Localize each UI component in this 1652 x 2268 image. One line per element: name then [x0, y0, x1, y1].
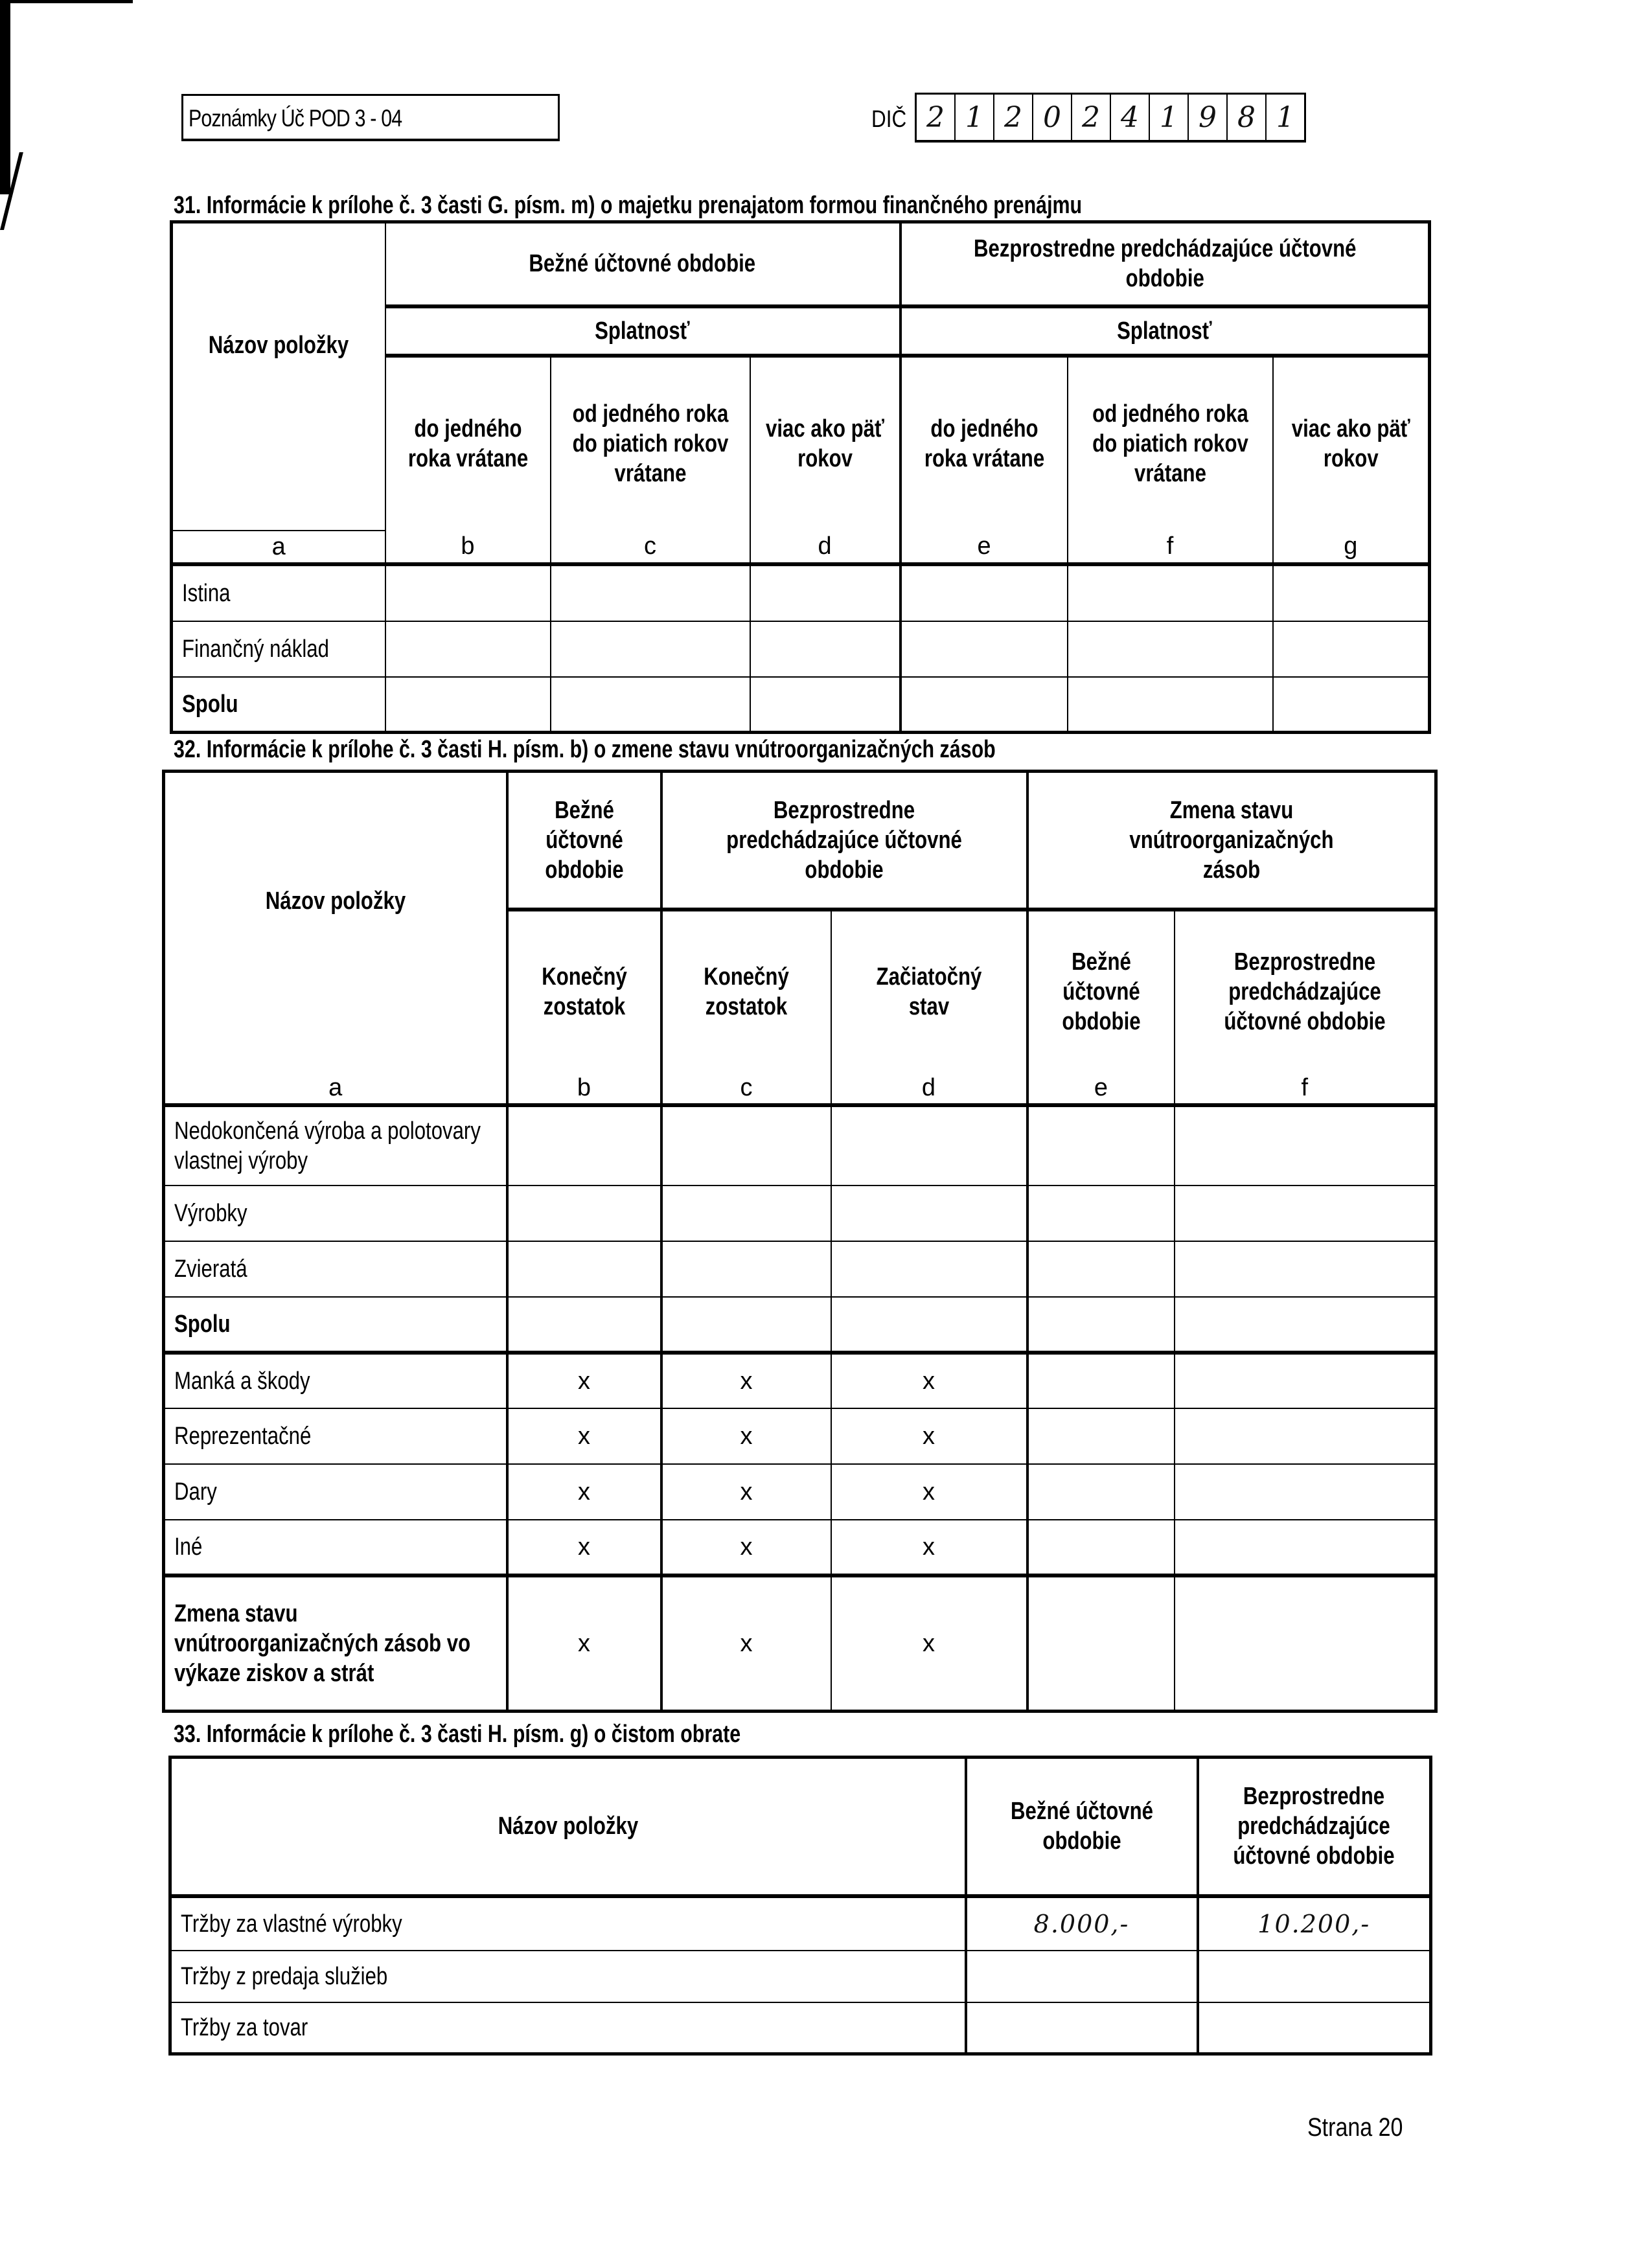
not-applicable-cell: x: [507, 1464, 661, 1520]
input-cell[interactable]: [1175, 1186, 1436, 1241]
column-letter: d: [831, 1073, 1027, 1105]
row-label: Iné: [164, 1520, 507, 1575]
subcol-header: Bezprostredne predchádzajúce účtovné obdobie: [1175, 910, 1436, 1073]
dic-digit[interactable]: 8: [1226, 95, 1265, 140]
input-cell[interactable]: [385, 564, 551, 621]
input-cell[interactable]: [1027, 1241, 1175, 1297]
input-cell[interactable]: [1027, 1297, 1175, 1353]
input-cell[interactable]: [901, 677, 1068, 733]
input-cell[interactable]: [1175, 1408, 1436, 1464]
input-cell[interactable]: [1175, 1297, 1436, 1353]
table-row: [170, 1896, 1431, 1951]
input-cell[interactable]: [385, 621, 551, 677]
group-header-current: Bežné účtovné obdobie: [507, 772, 661, 910]
input-cell[interactable]: [1175, 1105, 1436, 1186]
input-cell[interactable]: [1273, 677, 1430, 733]
input-cell[interactable]: [1068, 621, 1273, 677]
not-applicable-cell: x: [661, 1520, 831, 1575]
subcol-header: viac ako päť rokov: [750, 356, 901, 531]
group-header-previous: Bezprostredne predchádzajúce účtovné obdobie: [901, 222, 1430, 306]
row-label: Zmena stavu vnútroorganizačných zásob vo výkaze ziskov a strát: [164, 1575, 507, 1712]
column-letter: f: [1175, 1073, 1436, 1105]
table-row: [172, 621, 1430, 677]
input-cell-previous[interactable]: [1198, 1951, 1431, 2002]
input-cell-previous[interactable]: [1198, 2002, 1431, 2054]
input-cell[interactable]: [1027, 1408, 1175, 1464]
not-applicable-cell: x: [507, 1353, 661, 1408]
column-letter: e: [901, 531, 1068, 564]
section-31-title: 31. Informácie k prílohe č. 3 časti G. písm. m) o majetku prenajatom formou finančného prenájmu: [174, 192, 1083, 219]
input-cell[interactable]: [1027, 1353, 1175, 1408]
input-cell[interactable]: [750, 621, 901, 677]
input-cell[interactable]: [551, 677, 750, 733]
row-label: Manká a škody: [164, 1353, 507, 1408]
row-label: Nedokončená výroba a polotovary vlastnej výroby: [164, 1105, 507, 1186]
not-applicable-cell: x: [661, 1464, 831, 1520]
row-label: Tržby z predaja služieb: [170, 1951, 966, 2002]
maturity-header-previous: Splatnosť: [901, 306, 1430, 356]
section-32-title: 32. Informácie k prílohe č. 3 časti H. písm. b) o zmene stavu vnútroorganizačných zásob: [174, 736, 996, 763]
row-label: Finančný náklad: [172, 621, 385, 677]
dic-digit[interactable]: 1: [1265, 95, 1304, 140]
dic-digit[interactable]: 2: [926, 100, 945, 134]
column-letter: a: [172, 531, 385, 564]
col-header-previous: Bezprostredne predchádzajúce účtovné obdobie: [1198, 1758, 1431, 1896]
not-applicable-cell: x: [507, 1408, 661, 1464]
input-cell[interactable]: [901, 621, 1068, 677]
column-letter: c: [551, 531, 750, 564]
subcol-header: od jedného roka do piatich rokov vrátane: [1068, 356, 1273, 531]
input-cell[interactable]: [831, 1241, 1027, 1297]
row-label: Spolu: [172, 677, 385, 733]
dic-field: [915, 93, 1306, 143]
dic-digit[interactable]: 1: [954, 95, 993, 140]
column-letter: a: [164, 1073, 507, 1105]
input-cell[interactable]: [831, 1186, 1027, 1241]
input-cell[interactable]: [750, 677, 901, 733]
input-cell[interactable]: [1175, 1575, 1436, 1712]
table-32: [162, 770, 1438, 1713]
subcol-header: Začiatočný stav: [831, 910, 1027, 1073]
row-label: Dary: [164, 1464, 507, 1520]
input-cell[interactable]: [1027, 1186, 1175, 1241]
col-header-name: Názov položky: [170, 1758, 966, 1896]
input-cell-current[interactable]: [966, 2002, 1198, 2054]
row-label: Reprezentačné: [164, 1408, 507, 1464]
input-cell[interactable]: [661, 1241, 831, 1297]
input-cell-previous[interactable]: 10.200,-: [1198, 1896, 1431, 1951]
not-applicable-cell: x: [507, 1575, 661, 1712]
group-header-current: Bežné účtovné obdobie: [385, 222, 901, 306]
dic-digit[interactable]: 1: [1149, 95, 1187, 140]
form-id: Poznámky Úč POD 3 - 04: [189, 105, 402, 132]
column-letter: c: [661, 1073, 831, 1105]
input-cell[interactable]: [831, 1105, 1027, 1186]
input-cell[interactable]: [661, 1105, 831, 1186]
column-letter: d: [750, 531, 901, 564]
table-row: [164, 1186, 1436, 1241]
input-cell[interactable]: [1068, 677, 1273, 733]
input-cell[interactable]: [750, 564, 901, 621]
not-applicable-cell: x: [831, 1520, 1027, 1575]
table-row: [164, 1408, 1436, 1464]
table-row: [164, 1520, 1436, 1575]
not-applicable-cell: x: [661, 1408, 831, 1464]
table-31: [170, 220, 1431, 734]
not-applicable-cell: x: [831, 1408, 1027, 1464]
input-cell[interactable]: [507, 1241, 661, 1297]
input-cell-current[interactable]: 8.000,-: [966, 1896, 1198, 1951]
table-row: [164, 1297, 1436, 1353]
maturity-header-current: Splatnosť: [385, 306, 901, 356]
input-cell[interactable]: [1027, 1105, 1175, 1186]
table-row: [164, 1353, 1436, 1408]
column-letter: g: [1273, 531, 1430, 564]
column-letter: e: [1027, 1073, 1175, 1105]
input-cell[interactable]: [1175, 1353, 1436, 1408]
row-label: Výrobky: [164, 1186, 507, 1241]
dic-digit[interactable]: 9: [1187, 95, 1226, 140]
form-id-box: [181, 94, 560, 141]
not-applicable-cell: x: [831, 1353, 1027, 1408]
input-cell[interactable]: [1068, 564, 1273, 621]
not-applicable-cell: x: [507, 1520, 661, 1575]
subcol-header: do jedného roka vrátane: [385, 356, 551, 531]
input-cell[interactable]: [1273, 621, 1430, 677]
subcol-header: do jedného roka vrátane: [901, 356, 1068, 531]
dic-digit[interactable]: 2: [1071, 95, 1110, 140]
dic-label: DIČ: [871, 106, 907, 132]
not-applicable-cell: x: [831, 1575, 1027, 1712]
table-row: [170, 2002, 1431, 2054]
col-header-current: Bežné účtovné obdobie: [966, 1758, 1198, 1896]
dic-digit[interactable]: 0: [1032, 95, 1071, 140]
subcol-header: Konečný zostatok: [661, 910, 831, 1073]
row-label: Tržby za vlastné výrobky: [170, 1896, 966, 1951]
input-cell[interactable]: [507, 1186, 661, 1241]
input-cell[interactable]: [1027, 1464, 1175, 1520]
group-header-change: Zmena stavu vnútroorganizačných zásob: [1027, 772, 1436, 910]
col-header-name: Názov položky: [164, 772, 507, 1073]
subcol-header: Bežné účtovné obdobie: [1027, 910, 1175, 1073]
column-letter: b: [385, 531, 551, 564]
column-letter: f: [1068, 531, 1273, 564]
input-cell[interactable]: [385, 677, 551, 733]
row-label: Tržby za tovar: [170, 2002, 966, 2054]
subcol-header: viac ako päť rokov: [1273, 356, 1430, 531]
table-row: [164, 1575, 1436, 1712]
subcol-header: od jedného roka do piatich rokov vrátane: [551, 356, 750, 531]
not-applicable-cell: x: [661, 1353, 831, 1408]
input-cell[interactable]: [1273, 564, 1430, 621]
input-cell[interactable]: [551, 621, 750, 677]
dic-digit[interactable]: 2: [993, 95, 1032, 140]
input-cell[interactable]: [901, 564, 1068, 621]
input-cell[interactable]: [1175, 1241, 1436, 1297]
input-cell[interactable]: [1027, 1575, 1175, 1712]
input-cell[interactable]: [551, 564, 750, 621]
scan-edge-left: [0, 0, 10, 194]
table-33: [168, 1756, 1432, 2056]
row-label: Zvieratá: [164, 1241, 507, 1297]
input-cell[interactable]: [1175, 1464, 1436, 1520]
input-cell[interactable]: [1175, 1520, 1436, 1575]
not-applicable-cell: x: [831, 1464, 1027, 1520]
input-cell[interactable]: [661, 1297, 831, 1353]
table-row: [172, 564, 1430, 621]
table-row: [164, 1241, 1436, 1297]
table-row: [170, 1951, 1431, 2002]
table-row: [164, 1464, 1436, 1520]
input-cell[interactable]: [661, 1186, 831, 1241]
dic-digit[interactable]: 4: [1110, 95, 1149, 140]
input-cell[interactable]: [507, 1105, 661, 1186]
table-row: [164, 1105, 1436, 1186]
section-33-title: 33. Informácie k prílohe č. 3 časti H. písm. g) o čistom obrate: [174, 1721, 741, 1748]
table-row: [172, 677, 1430, 733]
col-header-name: Názov položky: [172, 222, 385, 531]
row-label: Spolu: [164, 1297, 507, 1353]
row-label: Istina: [172, 564, 385, 621]
input-cell[interactable]: [507, 1297, 661, 1353]
subcol-header: Konečný zostatok: [507, 910, 661, 1073]
not-applicable-cell: x: [661, 1575, 831, 1712]
page-number: Strana 20: [1307, 2113, 1403, 2142]
scan-edge-top: [0, 0, 133, 3]
input-cell-current[interactable]: [966, 1951, 1198, 2002]
input-cell[interactable]: [1027, 1520, 1175, 1575]
group-header-previous: Bezprostredne predchádzajúce účtovné obdobie: [661, 772, 1027, 910]
column-letter: b: [507, 1073, 661, 1105]
input-cell[interactable]: [831, 1297, 1027, 1353]
